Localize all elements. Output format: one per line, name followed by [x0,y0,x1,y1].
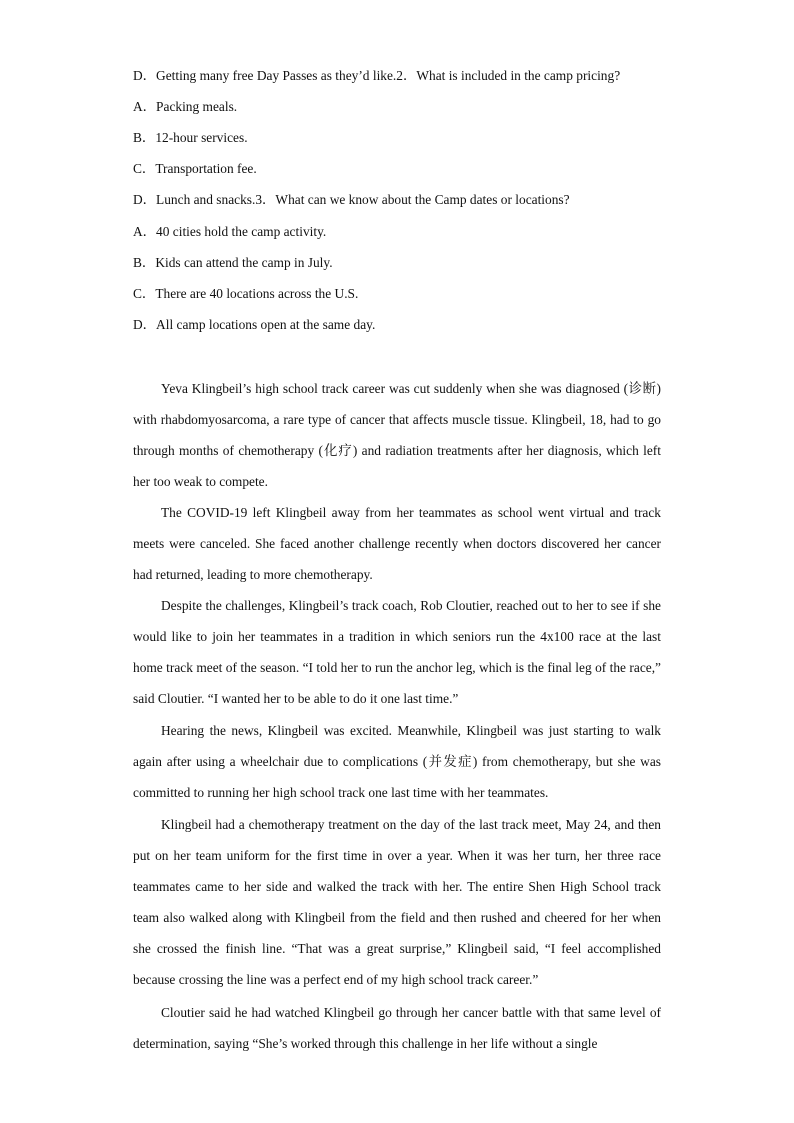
passage-paragraph: The COVID-19 left Klingbeil away from her teammates as school went virtual and track meets were canceled. She faced another challenge recently when doctors discovered her cancer had returned, leading to more chemotherapy. [133,505,661,582]
passage-paragraph: Yeva Klingbeil’s high school track career was cut suddenly when she was diagnosed (诊断) with rhabdomyosarcoma, a rare type of cancer that affects muscle tissue. Klingbeil, 18, had to go through months of chemotherapy (化疗) and radiation treatments after her diagnosis, which left her too weak to compete. [133,381,661,489]
option-line: A．Packing meals. [133,99,238,114]
passage-paragraph: Despite the challenges, Klingbeil’s track coach, Rob Cloutier, reached out to her to see if she would like to join her teammates in a tradition in which seniors run the 4x100 race at the last home track meet of the season. “I told her to run the anchor leg, which is the final leg of the race,” said Cloutier. “I wanted her to be able to do it one last time.” [133,598,661,706]
option-line: B．12-hour services. [133,130,248,145]
option-line: D．Getting many free Day Passes as they’d like.2．What is included in the camp pricing? [133,68,621,83]
option-line: D．All camp locations open at the same day. [133,317,376,332]
passage-paragraph: Klingbeil had a chemotherapy treatment on the day of the last track meet, May 24, and then put on her team uniform for the first time in over a year. When it was her turn, her three race teammates came to her side and walked the track with her. The entire Shen High School track team also walked along with Klingbeil from the field and then rushed and cheered for her when she crossed the finish line. “That was a great surprise,” Klingbeil said, “I feel accomplished because crossing the line was a perfect end of my high school track career.” [133,817,661,987]
option-line: B．Kids can attend the camp in July. [133,255,333,270]
passage-paragraph: Cloutier said he had watched Klingbeil go through her cancer battle with that same level of determination, saying “She’s worked through this challenge in her life without a single [133,1005,661,1051]
option-line: A．40 cities hold the camp activity. [133,224,327,239]
option-line: D．Lunch and snacks.3．What can we know about the Camp dates or locations? [133,192,570,207]
passage-paragraph: Hearing the news, Klingbeil was excited. Meanwhile, Klingbeil was just starting to walk again after using a wheelchair due to complications (并发症) from chemotherapy, but she was committed to running her high school track one last time with her teammates. [133,723,661,800]
option-line: C．Transportation fee. [133,161,257,176]
option-line: C．There are 40 locations across the U.S. [133,286,359,301]
